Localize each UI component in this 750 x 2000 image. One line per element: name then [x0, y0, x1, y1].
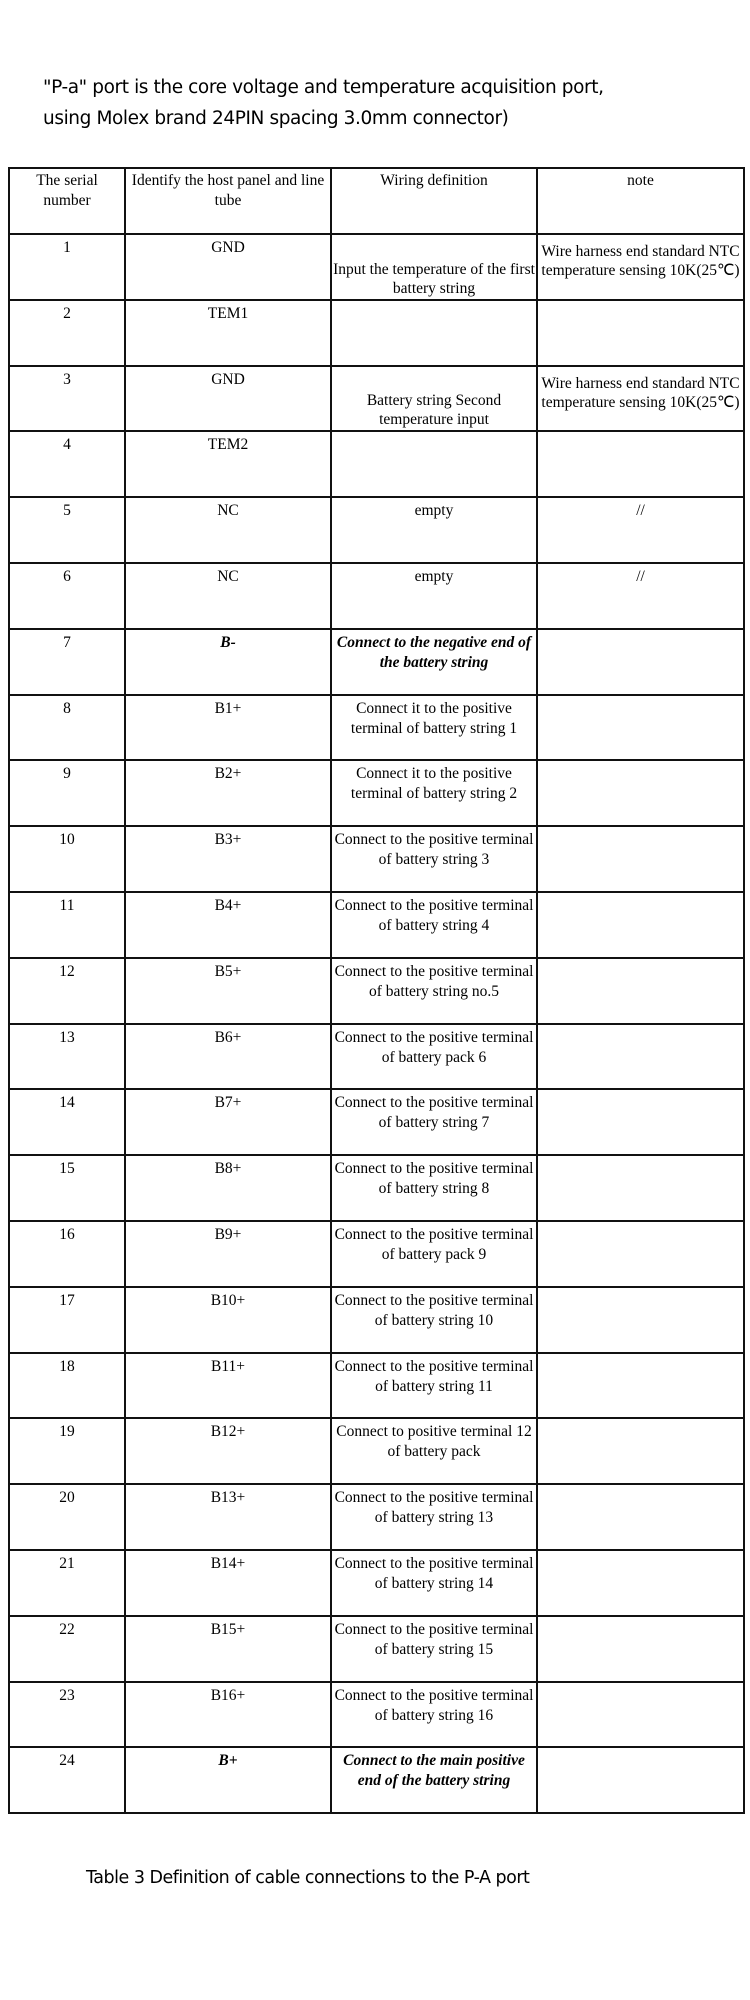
cell-serial-number: [9, 629, 125, 695]
cell-wiring-definition: [331, 629, 537, 695]
table-row: [9, 497, 744, 563]
cell-serial-number: [9, 1287, 125, 1353]
cell-serial-number: [9, 1155, 125, 1221]
cell-host-panel: [125, 234, 331, 300]
cell-note: [537, 958, 744, 1024]
cell-note: [537, 892, 744, 958]
cell-wiring-definition-text: Connect to the positive terminal of battery string 13: [334, 1489, 534, 1527]
cell-wiring-definition: [331, 366, 537, 432]
cell-host-panel-text: B9+: [214, 1225, 242, 1243]
cell-host-panel: [125, 826, 331, 892]
cell-note: [537, 1484, 744, 1550]
cell-host-panel-text: B6+: [214, 1028, 242, 1046]
cell-wiring-definition: [331, 826, 537, 892]
cell-serial-number: [9, 300, 125, 366]
cell-wiring-definition-text: Connect to the positive terminal of battery string 7: [334, 1094, 534, 1132]
cell-serial-number-text: 8: [63, 699, 71, 717]
cell-serial-number: [9, 1024, 125, 1090]
cell-serial-number: [9, 826, 125, 892]
cell-serial-number-text: 23: [59, 1686, 75, 1704]
cell-serial-number-text: 5: [63, 502, 71, 520]
cell-serial-number: [9, 760, 125, 826]
cell-note-text: //: [636, 502, 645, 520]
cell-host-panel-text: B15+: [210, 1620, 246, 1638]
intro-line-1: "P-a" port is the core voltage and temperature acquisition port,: [43, 77, 604, 98]
cell-host-panel: [125, 497, 331, 563]
cell-serial-number: [9, 1616, 125, 1682]
cell-wiring-definition-text: Connect to the positive terminal of battery string 16: [334, 1686, 534, 1724]
table-row: [9, 1484, 744, 1550]
cell-host-panel-text: B5+: [214, 962, 242, 980]
cell-host-panel: [125, 760, 331, 826]
cell-host-panel-text: B+: [218, 1752, 238, 1770]
cell-host-panel-text: TEM1: [207, 304, 249, 322]
cell-wiring-definition-text: Connect to the main positive end of the battery string: [343, 1752, 525, 1790]
intro-text: [43, 72, 703, 134]
cell-wiring-definition: [331, 1221, 537, 1287]
cell-wiring-definition-text: Connect to the positive terminal of battery string 3: [334, 831, 534, 869]
table-row: [9, 1353, 744, 1419]
table-header-row: [9, 168, 744, 234]
cell-host-panel-text: B2+: [214, 765, 242, 783]
table-row: [9, 300, 744, 366]
cell-serial-number: [9, 366, 125, 432]
cell-note: [537, 629, 744, 695]
table-row: [9, 695, 744, 761]
cell-serial-number-text: 2: [63, 304, 71, 322]
cell-note: [537, 1418, 744, 1484]
cell-wiring-definition-text: Input the temperature of the first battery string: [333, 260, 535, 297]
cell-wiring-definition: [331, 1616, 537, 1682]
cell-wiring-definition-text: empty: [414, 567, 454, 585]
table-row: [9, 826, 744, 892]
cell-serial-number-text: 12: [59, 962, 75, 980]
cell-host-panel: [125, 1353, 331, 1419]
cell-serial-number-text: 4: [63, 436, 71, 454]
cell-serial-number-text: 20: [59, 1489, 75, 1507]
cell-wiring-definition: [331, 760, 537, 826]
cell-wiring-definition: [331, 958, 537, 1024]
cell-note: [537, 1550, 744, 1616]
cell-wiring-definition: [331, 1089, 537, 1155]
cell-wiring-definition: [331, 431, 537, 497]
cell-host-panel: [125, 1089, 331, 1155]
cell-serial-number: [9, 892, 125, 958]
cell-host-panel-text: B16+: [210, 1686, 246, 1704]
cell-wiring-definition-text: Connect to positive terminal 12 of battery pack: [336, 1423, 532, 1461]
cell-host-panel-text: B7+: [214, 1094, 242, 1112]
cell-host-panel: [125, 1747, 331, 1813]
cell-host-panel-text: NC: [217, 567, 239, 585]
table-row: [9, 1682, 744, 1748]
cell-serial-number-text: 24: [59, 1752, 75, 1770]
cell-serial-number: [9, 1221, 125, 1287]
cell-host-panel-text: TEM2: [207, 436, 249, 454]
cell-note: [537, 695, 744, 761]
table-row: [9, 234, 744, 300]
cell-wiring-definition: [331, 1484, 537, 1550]
cell-host-panel: [125, 695, 331, 761]
cell-serial-number: [9, 234, 125, 300]
cell-host-panel: [125, 629, 331, 695]
cell-note: [537, 1221, 744, 1287]
cell-serial-number-text: 17: [59, 1291, 75, 1309]
cell-wiring-definition-text: Connect to the positive terminal of battery pack 6: [334, 1028, 534, 1066]
table-row: [9, 1747, 744, 1813]
cell-serial-number-text: 10: [59, 831, 75, 849]
cell-note: [537, 1682, 744, 1748]
cell-note: [537, 497, 744, 563]
cell-host-panel: [125, 431, 331, 497]
intro-line-2: using Molex brand 24PIN spacing 3.0mm connector): [43, 108, 509, 129]
table-row: [9, 563, 744, 629]
cell-note: [537, 366, 744, 432]
cell-serial-number: [9, 1089, 125, 1155]
cell-serial-number: [9, 1353, 125, 1419]
cell-wiring-definition: [331, 892, 537, 958]
cell-note-text: Wire harness end standard NTC temperature sensing 10K(25℃): [541, 243, 740, 279]
cell-note: [537, 1089, 744, 1155]
cell-wiring-definition-text: Connect it to the positive terminal of battery string 2: [350, 765, 518, 803]
cell-note: [537, 1353, 744, 1419]
cell-serial-number-text: 15: [59, 1160, 75, 1178]
cell-wiring-definition: [331, 234, 537, 300]
cell-wiring-definition: [331, 1024, 537, 1090]
header-serial-number: The serial number: [9, 168, 125, 234]
cell-wiring-definition: [331, 300, 537, 366]
cell-note: [537, 1616, 744, 1682]
cell-serial-number-text: 11: [59, 896, 75, 914]
cell-wiring-definition-text: empty: [414, 502, 454, 520]
table-row: [9, 1418, 744, 1484]
cell-host-panel: [125, 892, 331, 958]
cell-wiring-definition: [331, 1550, 537, 1616]
table-row: [9, 431, 744, 497]
header-wiring-definition: Wiring definition: [331, 168, 537, 234]
cell-serial-number: [9, 1747, 125, 1813]
cell-note: [537, 760, 744, 826]
cell-host-panel: [125, 1484, 331, 1550]
cell-host-panel: [125, 958, 331, 1024]
cell-serial-number-text: 3: [63, 370, 71, 388]
cell-note-text: Wire harness end standard NTC temperature sensing 10K(25℃): [541, 374, 740, 411]
cell-wiring-definition-text: Connect to the positive terminal of battery pack 9: [334, 1225, 534, 1263]
table-caption: Table 3 Definition of cable connections to the P-A port: [86, 1868, 530, 1888]
table-row: [9, 1024, 744, 1090]
cell-serial-number-text: 1: [63, 239, 71, 256]
cell-note-text: //: [636, 567, 645, 585]
table-row: [9, 1287, 744, 1353]
cell-host-panel-text: B12+: [210, 1423, 246, 1441]
cell-host-panel: [125, 366, 331, 432]
cell-serial-number: [9, 1550, 125, 1616]
cell-wiring-definition-text: Connect to the positive terminal of battery string 4: [334, 896, 534, 934]
cell-note: [537, 563, 744, 629]
cell-serial-number: [9, 1682, 125, 1748]
cell-wiring-definition-text: Connect to the positive terminal of battery string 14: [334, 1554, 534, 1592]
cell-host-panel-text: B4+: [214, 896, 242, 914]
table-body: [9, 234, 744, 1813]
cell-serial-number-text: 14: [59, 1094, 75, 1112]
cell-note: [537, 1747, 744, 1813]
cell-note: [537, 1024, 744, 1090]
cell-serial-number-text: 18: [59, 1357, 75, 1375]
table-row: [9, 1616, 744, 1682]
cell-host-panel: [125, 1418, 331, 1484]
cell-host-panel: [125, 1155, 331, 1221]
cell-serial-number: [9, 1418, 125, 1484]
cell-serial-number-text: 22: [59, 1620, 75, 1638]
cell-wiring-definition: [331, 1155, 537, 1221]
table-row: [9, 366, 744, 432]
cell-wiring-definition-text: Connect to the positive terminal of battery string 8: [334, 1160, 534, 1198]
cell-host-panel: [125, 1221, 331, 1287]
cell-note: [537, 431, 744, 497]
cell-host-panel-text: GND: [211, 239, 245, 256]
cell-wiring-definition: [331, 1418, 537, 1484]
cell-host-panel-text: NC: [217, 502, 239, 520]
cell-host-panel: [125, 563, 331, 629]
table-row: [9, 1221, 744, 1287]
cell-wiring-definition: [331, 1287, 537, 1353]
header-note: note: [537, 168, 744, 234]
cell-host-panel-text: B11+: [210, 1357, 245, 1375]
cell-note: [537, 1287, 744, 1353]
cell-host-panel: [125, 1682, 331, 1748]
cell-serial-number-text: 16: [59, 1225, 75, 1243]
cell-wiring-definition-text: Connect to the positive terminal of battery string 11: [334, 1357, 534, 1395]
cell-wiring-definition-text: Connect to the positive terminal of battery string no.5: [334, 962, 534, 1000]
cell-note: [537, 1155, 744, 1221]
cell-host-panel-text: GND: [211, 370, 245, 388]
cell-serial-number-text: 9: [63, 765, 71, 783]
cell-note: [537, 300, 744, 366]
cell-wiring-definition: [331, 1747, 537, 1813]
cell-serial-number-text: 21: [59, 1554, 75, 1572]
table-row: [9, 892, 744, 958]
cell-wiring-definition-text: Connect it to the positive terminal of battery string 1: [350, 699, 518, 737]
cell-serial-number: [9, 958, 125, 1024]
cell-host-panel-text: B13+: [210, 1489, 246, 1507]
cell-serial-number-text: 19: [59, 1423, 75, 1441]
cell-host-panel-text: B8+: [214, 1160, 242, 1178]
cell-host-panel-text: B14+: [210, 1554, 246, 1572]
cell-wiring-definition-text: Connect to the negative end of the battery string: [336, 633, 532, 671]
cell-wiring-definition: [331, 497, 537, 563]
cell-host-panel: [125, 1024, 331, 1090]
cell-host-panel-text: B3+: [214, 831, 242, 849]
cell-serial-number-text: 13: [59, 1028, 75, 1046]
cell-serial-number: [9, 1484, 125, 1550]
cell-host-panel: [125, 300, 331, 366]
cell-host-panel: [125, 1616, 331, 1682]
table-row: [9, 760, 744, 826]
cell-serial-number-text: 6: [63, 567, 71, 585]
cell-note: [537, 234, 744, 300]
header-host-panel: Identify the host panel and line tube: [125, 168, 331, 234]
cell-note: [537, 826, 744, 892]
table-row: [9, 629, 744, 695]
cell-wiring-definition-text: Connect to the positive terminal of battery string 15: [334, 1620, 534, 1658]
cell-host-panel: [125, 1287, 331, 1353]
cell-wiring-definition: [331, 1353, 537, 1419]
cell-serial-number: [9, 431, 125, 497]
cell-host-panel: [125, 1550, 331, 1616]
table-row: [9, 958, 744, 1024]
cell-host-panel-text: B1+: [214, 699, 242, 717]
cell-host-panel-text: B10+: [210, 1291, 246, 1309]
cell-wiring-definition: [331, 563, 537, 629]
cell-serial-number: [9, 563, 125, 629]
cell-serial-number: [9, 497, 125, 563]
cell-serial-number-text: 7: [63, 633, 71, 651]
cell-wiring-definition-text: Battery string Second temperature input: [366, 392, 502, 429]
cell-wiring-definition: [331, 1682, 537, 1748]
table-row: [9, 1550, 744, 1616]
table-row: [9, 1155, 744, 1221]
cell-serial-number: [9, 695, 125, 761]
cell-wiring-definition: [331, 695, 537, 761]
cell-wiring-definition-text: Connect to the positive terminal of battery string 10: [334, 1291, 534, 1329]
pa-port-wiring-table: [8, 167, 745, 1814]
cell-host-panel-text: B-: [220, 633, 236, 651]
table-row: [9, 1089, 744, 1155]
